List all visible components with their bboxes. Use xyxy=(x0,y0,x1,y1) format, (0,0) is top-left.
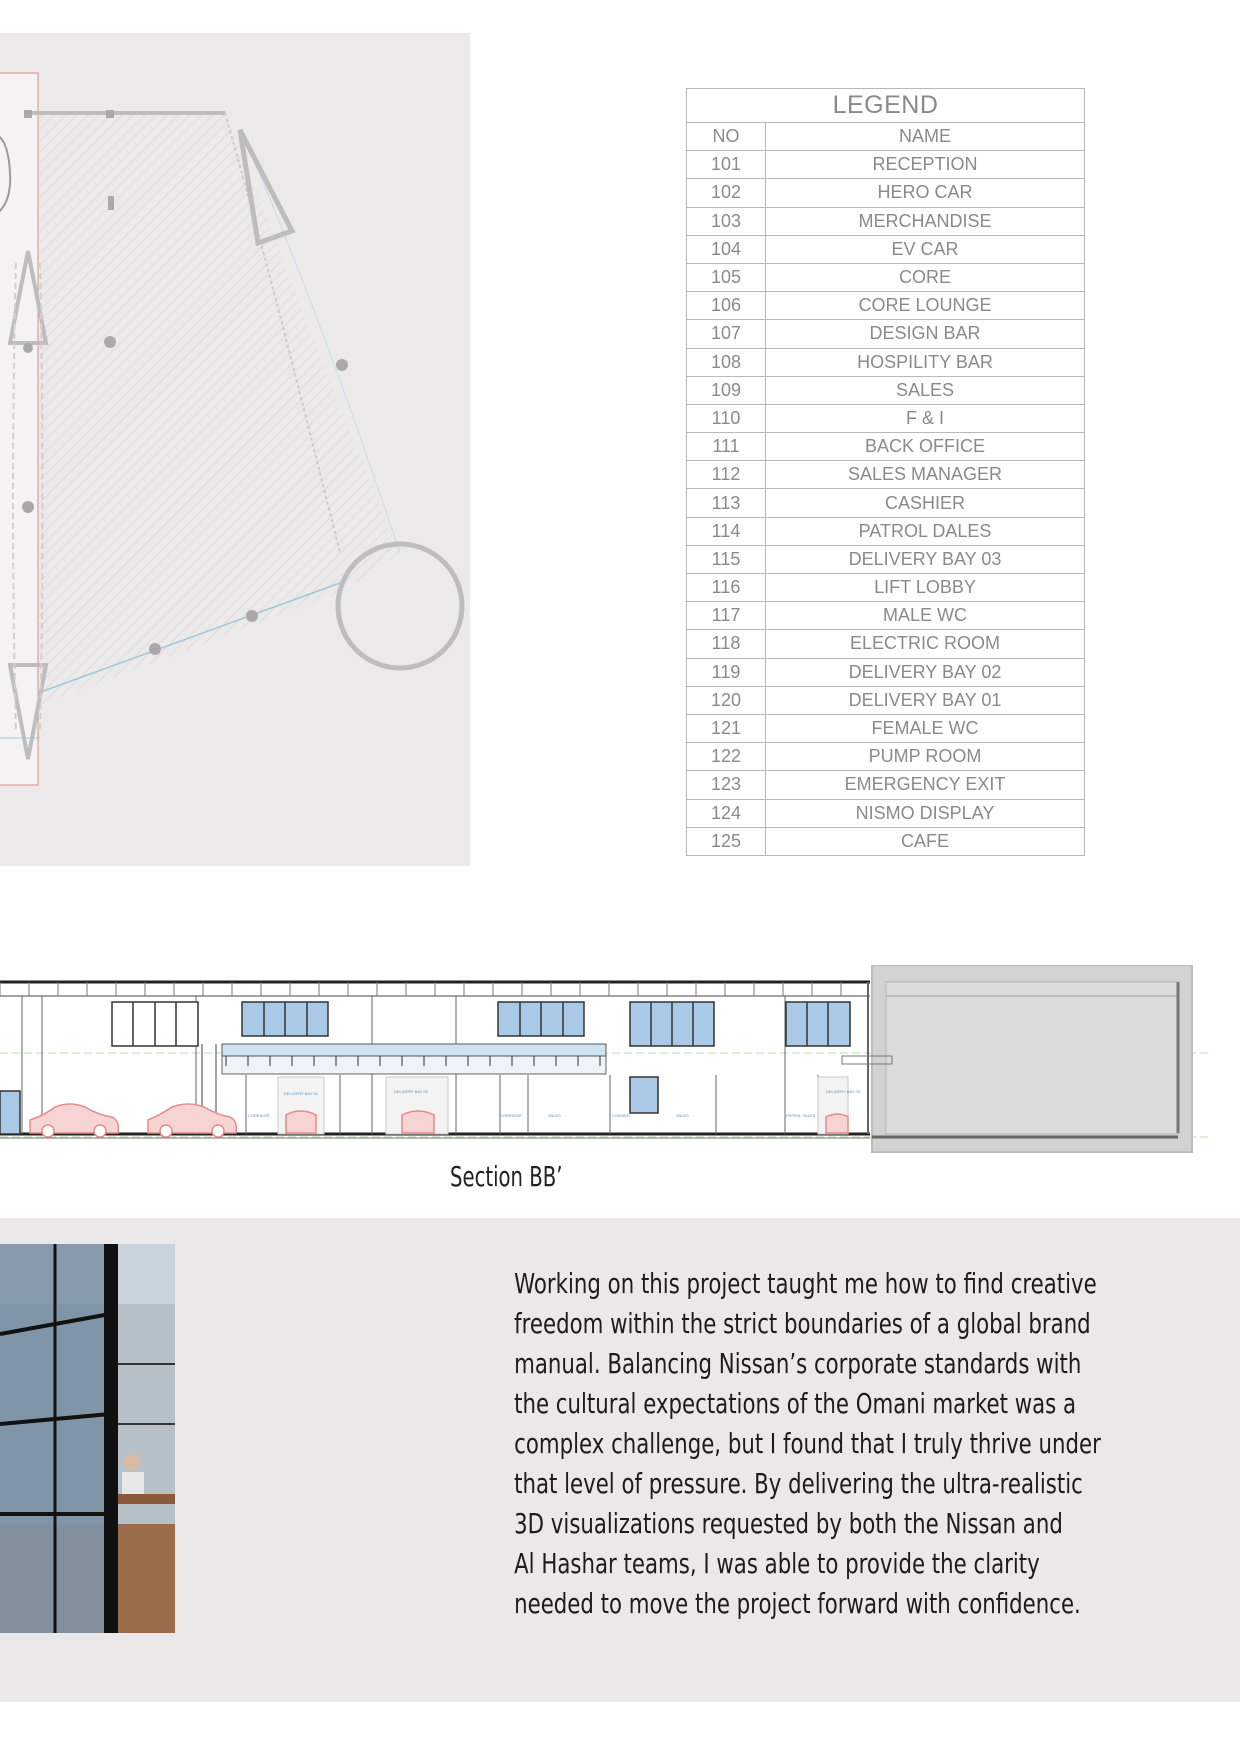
legend-row xyxy=(687,771,1085,799)
section-room-label: CORRIDOR xyxy=(500,1113,522,1118)
legend-row-no: 124 xyxy=(687,799,766,827)
building-outline xyxy=(0,73,38,785)
legend-row xyxy=(687,320,1085,348)
legend-row-no: 102 xyxy=(687,179,766,207)
legend-row xyxy=(687,489,1085,517)
reflection-line: 3D visualizations requested by both the Nissan and xyxy=(514,1507,1063,1540)
legend-row xyxy=(687,545,1085,573)
legend-row-name: EV CAR xyxy=(766,235,1085,263)
legend-title: LEGEND xyxy=(687,89,1085,123)
legend-row-name: PUMP ROOM xyxy=(766,743,1085,771)
legend-row-no: 110 xyxy=(687,404,766,432)
legend-row-no: 113 xyxy=(687,489,766,517)
legend-row-name: CORE LOUNGE xyxy=(766,292,1085,320)
legend-row-name: LIFT LOBBY xyxy=(766,574,1085,602)
legend-row xyxy=(687,376,1085,404)
legend-row-name: MERCHANDISE xyxy=(766,207,1085,235)
legend-header-row xyxy=(687,123,1085,151)
legend-row-no: 115 xyxy=(687,545,766,573)
legend-row xyxy=(687,207,1085,235)
legend-row xyxy=(687,574,1085,602)
legend-row-name: SALES MANAGER xyxy=(766,461,1085,489)
legend-row-name: PATROL DALES xyxy=(766,517,1085,545)
section-room-label: DELIVERY BAY 01 xyxy=(284,1091,318,1096)
legend-row-no: 107 xyxy=(687,320,766,348)
legend-row xyxy=(687,433,1085,461)
section-room-label: SALES xyxy=(676,1113,689,1118)
reflection-line: freedom within the strict boundaries of a global brand xyxy=(514,1307,1091,1340)
legend-row-no: 120 xyxy=(687,686,766,714)
legend-row xyxy=(687,151,1085,179)
legend-row xyxy=(687,827,1085,855)
legend-table xyxy=(686,88,1085,856)
legend-row-no: 108 xyxy=(687,348,766,376)
round-structure xyxy=(338,544,462,668)
legend-row xyxy=(687,263,1085,291)
legend-row-no: 125 xyxy=(687,827,766,855)
legend-row-name: DELIVERY BAY 01 xyxy=(766,686,1085,714)
legend-row-name: CAFE xyxy=(766,827,1085,855)
section-room-label: DELIVERY BAY 03 xyxy=(826,1089,860,1094)
section-room-label: PATROL SALES xyxy=(786,1113,816,1118)
legend-row-name: FEMALE WC xyxy=(766,714,1085,742)
section-room-label: CASHIER xyxy=(612,1113,630,1118)
reflection-text xyxy=(445,1264,1101,1624)
legend-name-header: NAME xyxy=(766,123,1085,151)
legend-row-no: 116 xyxy=(687,574,766,602)
legend-row xyxy=(687,714,1085,742)
floor-plan-panel xyxy=(0,33,470,866)
legend-row-name: CASHIER xyxy=(766,489,1085,517)
reflection-line: Working on this project taught me how to find creative xyxy=(514,1267,1097,1300)
legend-row-name: BACK OFFICE xyxy=(766,433,1085,461)
section-room-label: SALES xyxy=(548,1113,561,1118)
legend-row-name: F & I xyxy=(766,404,1085,432)
legend-row-name: EMERGENCY EXIT xyxy=(766,771,1085,799)
legend-row-no: 106 xyxy=(687,292,766,320)
legend-row-name: CORE xyxy=(766,263,1085,291)
legend-row-name: ELECTRIC ROOM xyxy=(766,630,1085,658)
legend-row-no: 112 xyxy=(687,461,766,489)
hatched-area xyxy=(38,113,400,705)
floor-plan-drawing xyxy=(0,33,470,866)
legend-row-no: 109 xyxy=(687,376,766,404)
legend-row xyxy=(687,630,1085,658)
reflection-line: that level of pressure. By delivering the ultra-realistic xyxy=(514,1467,1083,1500)
legend-row-name: DELIVERY BAY 03 xyxy=(766,545,1085,573)
legend-row-no: 122 xyxy=(687,743,766,771)
legend-row xyxy=(687,602,1085,630)
reflection-line: the cultural expectations of the Omani market was a xyxy=(514,1387,1077,1420)
legend-row-no: 111 xyxy=(687,433,766,461)
legend-row-name: SALES xyxy=(766,376,1085,404)
section-room-label: DELIVERY BAY 02 xyxy=(394,1089,428,1094)
legend-row-no: 105 xyxy=(687,263,766,291)
legend-row-no: 117 xyxy=(687,602,766,630)
reflection-line: Al Hashar teams, I was able to provide the clarity xyxy=(514,1547,1040,1580)
legend-row-name: HERO CAR xyxy=(766,179,1085,207)
legend-row xyxy=(687,348,1085,376)
legend-row-no: 123 xyxy=(687,771,766,799)
legend-row xyxy=(687,517,1085,545)
legend-row-no: 101 xyxy=(687,151,766,179)
legend-row-name: DELIVERY BAY 02 xyxy=(766,658,1085,686)
section-drawing xyxy=(0,965,1240,1155)
legend-row-name: MALE WC xyxy=(766,602,1085,630)
legend-row xyxy=(687,658,1085,686)
reflection-line: needed to move the project forward with confidence. xyxy=(514,1587,1081,1620)
legend-row-no: 119 xyxy=(687,658,766,686)
legend-row xyxy=(687,686,1085,714)
legend-row xyxy=(687,179,1085,207)
section-room-label: CORRIDOR xyxy=(248,1113,270,1118)
legend-row-no: 121 xyxy=(687,714,766,742)
section-caption: Section BB’ xyxy=(450,1160,563,1193)
legend-row-no: 114 xyxy=(687,517,766,545)
legend-row xyxy=(687,235,1085,263)
legend-row xyxy=(687,743,1085,771)
legend-row-name: DESIGN BAR xyxy=(766,320,1085,348)
legend-row xyxy=(687,799,1085,827)
legend-row xyxy=(687,461,1085,489)
interior-photo xyxy=(0,1244,175,1633)
legend-row xyxy=(687,404,1085,432)
legend-row-no: 118 xyxy=(687,630,766,658)
legend-row-name: NISMO DISPLAY xyxy=(766,799,1085,827)
reflection-line: manual. Balancing Nissan’s corporate standards with xyxy=(514,1347,1082,1380)
legend-row-no: 103 xyxy=(687,207,766,235)
reflection-line: complex challenge, but I found that I truly thrive under xyxy=(514,1427,1101,1460)
legend-no-header: NO xyxy=(687,123,766,151)
legend-row-name: HOSPILITY BAR xyxy=(766,348,1085,376)
legend-row-no: 104 xyxy=(687,235,766,263)
legend-row xyxy=(687,292,1085,320)
legend-row-name: RECEPTION xyxy=(766,151,1085,179)
